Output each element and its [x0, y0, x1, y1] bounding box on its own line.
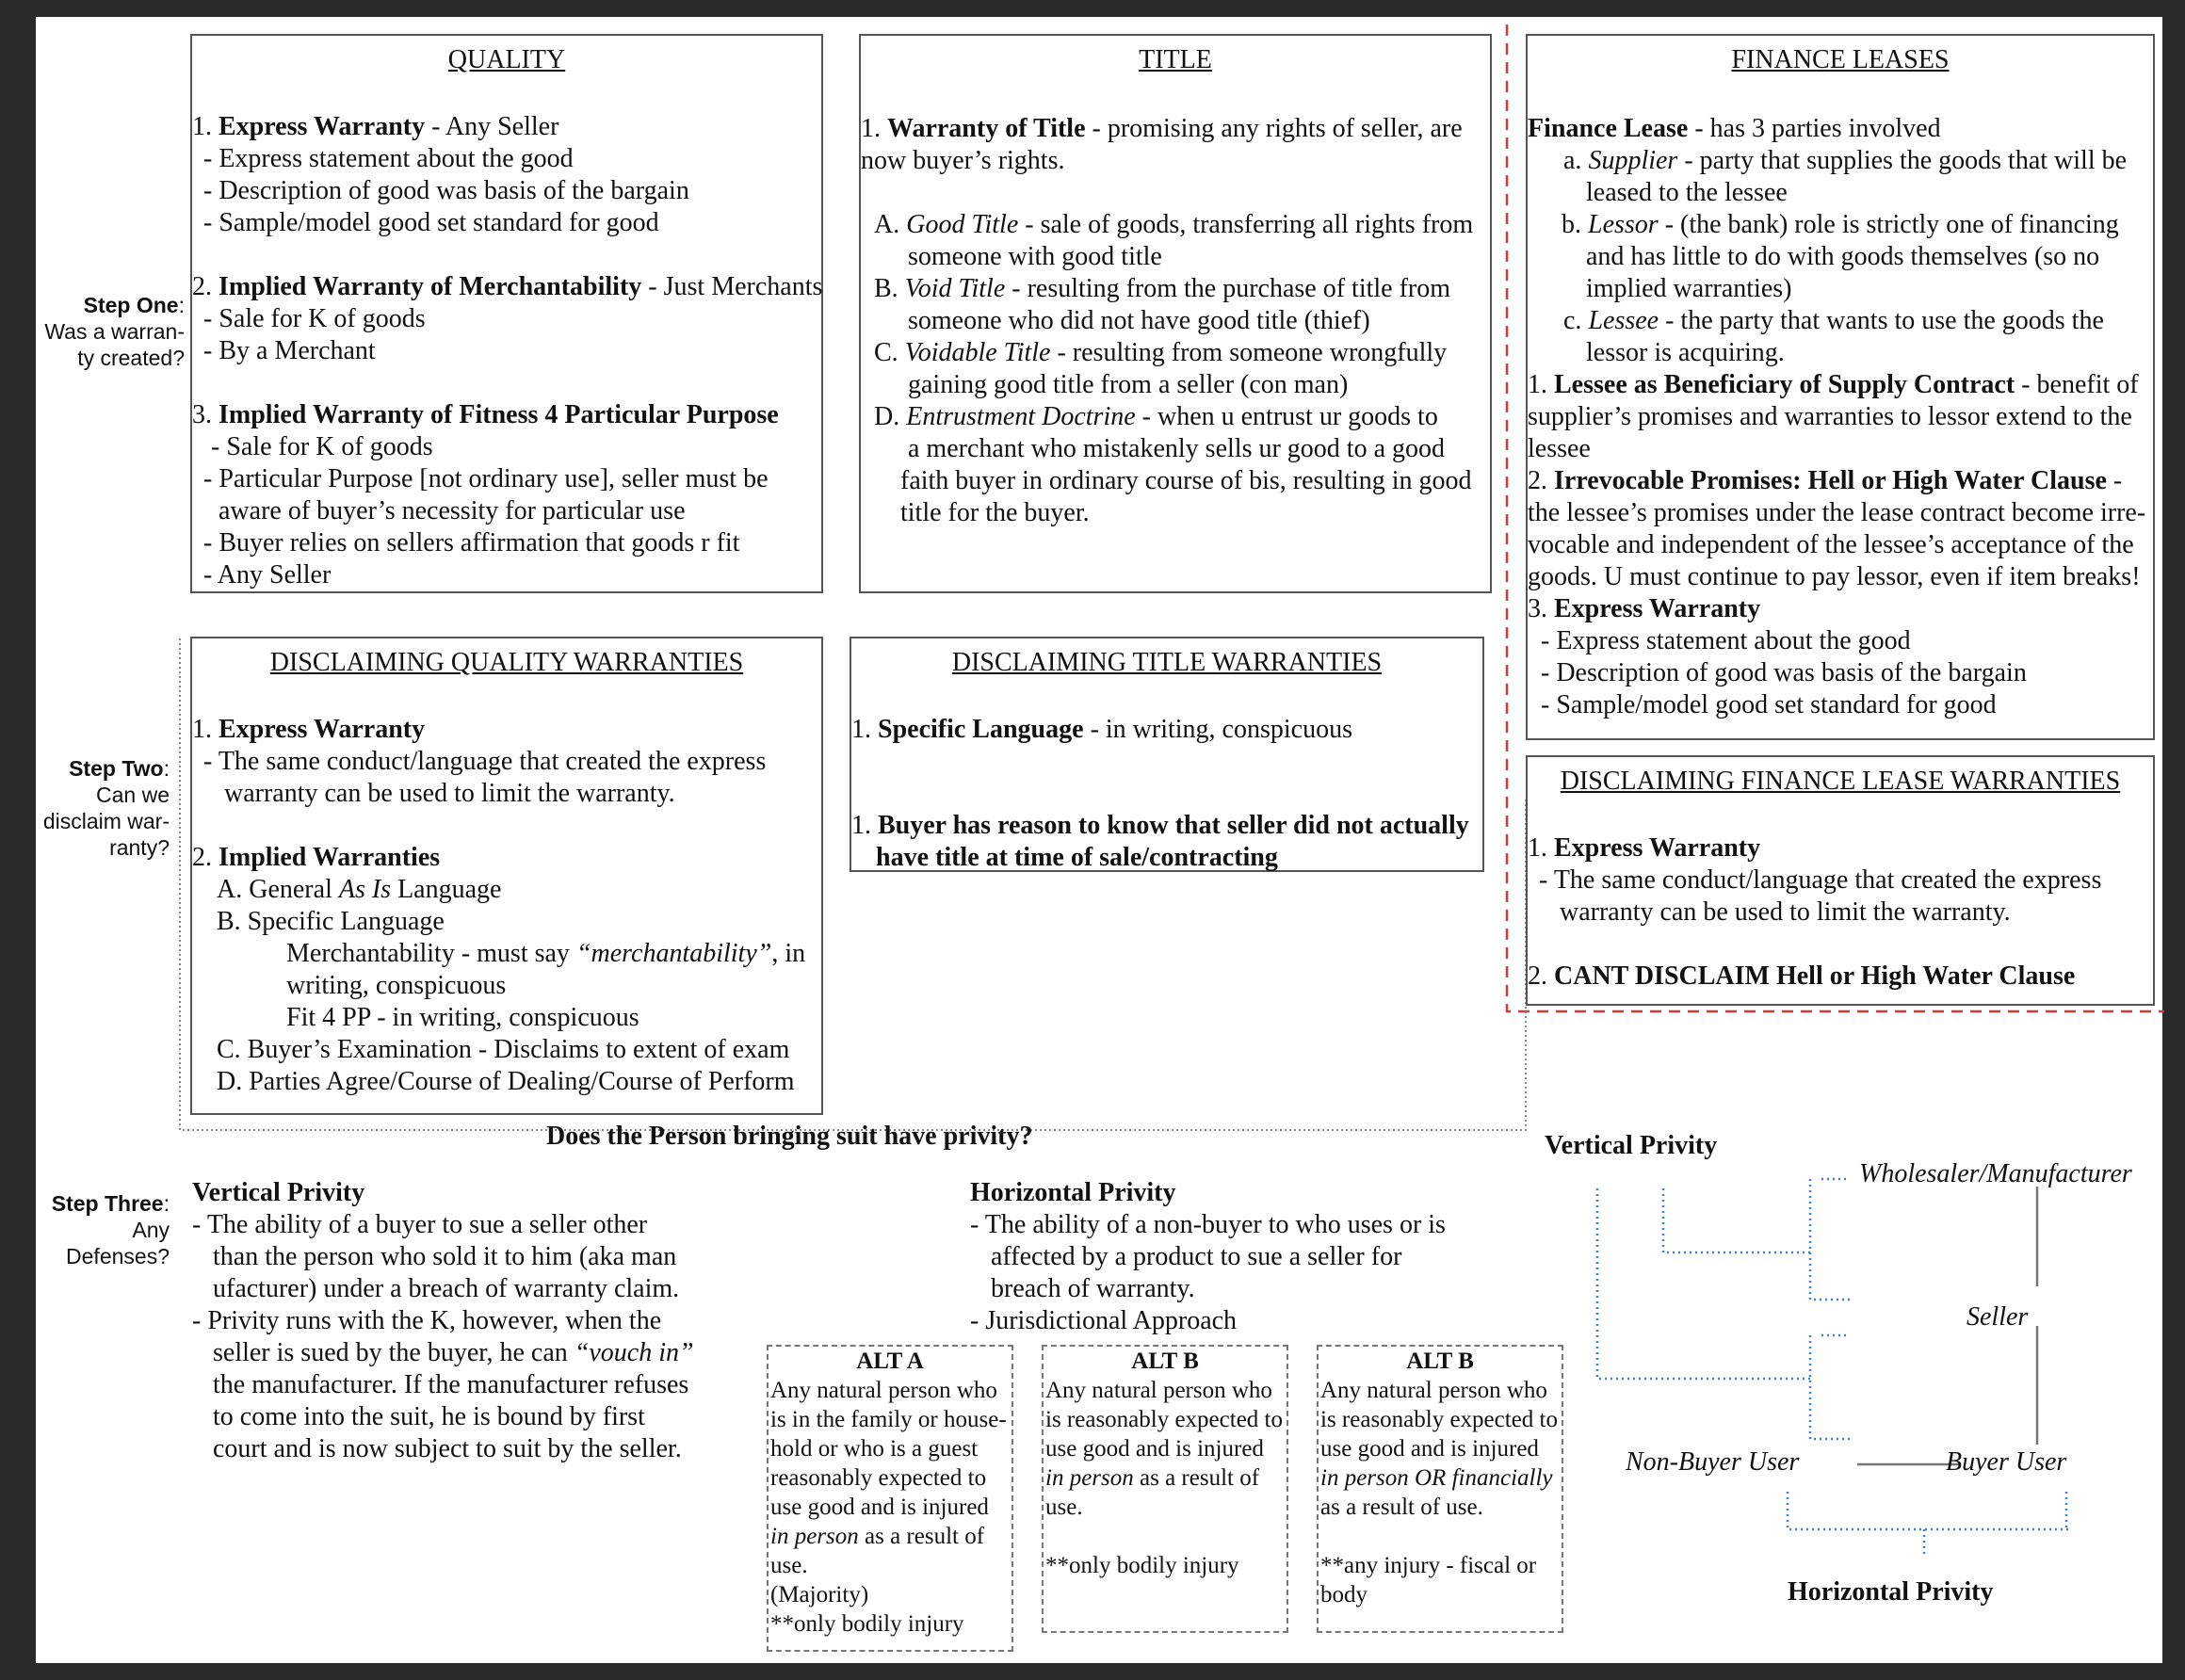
hp-line: breach of warranty.	[991, 1274, 1195, 1303]
diagram-buyer: Buyer User	[1946, 1447, 2067, 1477]
quality-line: - Any Seller	[203, 560, 332, 590]
title-entrustment: D. Entrustment Doctrine - when u entrust ur goods to	[874, 402, 1438, 431]
df-cant-disclaim: 2. CANT DISCLAIM Hell or High Water Clause	[1528, 961, 2076, 991]
finance-line: - Sample/model good set standard for good	[1541, 690, 1997, 719]
quality-line: - Particular Purpose [not ordinary use], seller must be	[203, 464, 769, 493]
quality-line: - Sale for K of goods	[203, 304, 426, 333]
dq-implied: 2. Implied Warranties	[192, 843, 441, 872]
title-good-title: A. Good Title - sale of goods, transferring all rights from	[874, 210, 1474, 239]
diagram-wholesaler: Wholesaler/Manufacturer	[1859, 1159, 2132, 1188]
finance-line: implied warranties)	[1586, 274, 1792, 303]
finance-line: supplier’s promises and warranties to lessor extend to the	[1528, 402, 2132, 431]
quality-line: - Sample/model good set standard for good	[203, 208, 659, 237]
disclaim-finance-box	[1526, 755, 2155, 1006]
finance-line: lessee	[1528, 434, 1591, 463]
study-sheet	[36, 17, 2162, 1663]
title-line: a merchant who mistakenly sells ur good to a good	[908, 434, 1445, 463]
hp-line: affected by a product to sue a seller for	[991, 1242, 1402, 1271]
dt-buyer-reason: 1. Buyer has reason to know that seller did not actually	[851, 811, 1469, 840]
step-two-label: Step Two: Can we disclaim war- ranty?	[42, 756, 170, 860]
df-express: 1. Express Warranty	[1528, 833, 1761, 863]
finance-point-1: 1. Lessee as Beneficiary of Supply Contract - benefit of	[1528, 370, 2139, 399]
finance-line: - Description of good was basis of the bargain	[1541, 658, 2027, 687]
dq-express: 1. Express Warranty	[192, 715, 426, 744]
dt-specific: 1. Specific Language - in writing, conspicuous	[851, 715, 1352, 744]
diagram-seller: Seller	[1966, 1302, 2029, 1332]
df-line: warranty can be used to limit the warranty.	[1560, 897, 2011, 927]
hp-line: - The ability of a non-buyer to who uses or is	[970, 1210, 1446, 1239]
finance-line: lessor is acquiring.	[1586, 338, 1785, 367]
quality-heading: QUALITY	[447, 45, 566, 74]
vp-line: the manufacturer. If the manufacturer refuses	[213, 1370, 689, 1399]
title-line: gaining good title from a seller (con man)	[908, 370, 1349, 399]
disclaim-title-box	[850, 637, 1484, 872]
df-line: - The same conduct/language that created the express	[1539, 865, 2102, 895]
title-voidable-title: C. Voidable Title - resulting from someone wrongfully	[874, 338, 1448, 367]
finance-line: leased to the lessee	[1586, 178, 1788, 207]
vp-line: - Privity runs with the K, however, when the	[192, 1306, 662, 1335]
step-three-label: Step Three: Any Defenses?	[51, 1191, 170, 1268]
horizontal-privity-title: Horizontal Privity	[970, 1178, 1176, 1207]
quality-box	[190, 34, 823, 593]
alt-b-second-box: ALT B Any natural person who is reasonably expected to use good and is injured in person OR financially as a result of use. **any injury - fiscal or body	[1317, 1345, 1563, 1633]
quality-line: - Express statement about the good	[203, 144, 574, 173]
finance-line: goods. U must continue to pay lessor, even if item breaks!	[1528, 562, 2141, 591]
quality-line: - Description of good was basis of the bargain	[203, 176, 689, 205]
disclaim-title-heading: DISCLAIMING TITLE WARRANTIES	[951, 648, 1383, 677]
diagram-non-buyer: Non-Buyer User	[1626, 1447, 1800, 1477]
alt-b-box: ALT B Any natural person who is reasonably expected to use good and is injured in person as a result of use. **only bodily injury	[1042, 1345, 1288, 1633]
vp-line: to come into the suit, he is bound by first	[213, 1402, 645, 1431]
finance-line: and has little to do with goods themselves (so no	[1586, 242, 2100, 271]
title-heading: TITLE	[1139, 45, 1212, 74]
vp-line: - The ability of a buyer to sue a seller other	[192, 1210, 648, 1239]
quality-line: - By a Merchant	[203, 336, 376, 365]
dq-line: D. Parties Agree/Course of Dealing/Course of Perform	[217, 1067, 795, 1096]
finance-party-lessee: c. Lessee - the party that wants to use the goods the	[1563, 306, 2104, 335]
dq-line: warranty can be used to limit the warranty.	[224, 779, 675, 808]
title-line: faith buyer in ordinary course of bis, resulting in good	[900, 466, 1472, 495]
quality-line: - Sale for K of goods	[211, 432, 433, 461]
title-box	[859, 34, 1492, 593]
finance-point-2: 2. Irrevocable Promises: Hell or High Water Clause -	[1528, 466, 2123, 495]
diagram-horizontal-label: Horizontal Privity	[1788, 1577, 1994, 1607]
title-line: someone with good title	[908, 242, 1162, 271]
dq-line: C. Buyer’s Examination - Disclaims to extent of exam	[217, 1035, 790, 1064]
vp-line: than the person who sold it to him (aka man	[213, 1242, 677, 1271]
finance-party-supplier: a. Supplier - party that supplies the goods that will be	[1563, 146, 2128, 175]
title-warranty-line: 1. Warranty of Title - promising any rights of seller, are	[861, 114, 1463, 143]
title-line: someone who did not have good title (thief)	[908, 306, 1370, 335]
dq-as-is: A. General As Is Language	[217, 875, 502, 904]
disclaim-finance-heading: DISCLAIMING FINANCE LEASE WARRANTIES	[1560, 767, 2121, 796]
dq-line: - The same conduct/language that created the express	[203, 747, 767, 776]
vp-vouch-line: seller is sued by the buyer, he can “vouch in”	[213, 1338, 694, 1367]
finance-intro: Finance Lease - has 3 parties involved	[1528, 114, 1941, 143]
quality-item-1: 1. Express Warranty - Any Seller	[192, 112, 559, 141]
vertical-privity-title: Vertical Privity	[192, 1178, 365, 1207]
dq-line: Fit 4 PP - in writing, conspicuous	[286, 1003, 639, 1032]
dq-line: writing, conspicuous	[286, 971, 507, 1000]
hp-line: - Jurisdictional Approach	[970, 1306, 1238, 1335]
alt-a-box: ALT A Any natural person who is in the family or house- hold or who is a guest reasonably expected to use good and is injured in person as a result of use. (Majority) **only bodily injury	[767, 1345, 1013, 1652]
finance-party-lessor: b. Lessor - (the bank) role is strictly one of financing	[1562, 210, 2119, 239]
step-one-label: Step One: Was a warran- ty created?	[44, 293, 185, 370]
finance-point-3: 3. Express Warranty	[1528, 594, 1761, 623]
vp-line: court and is now subject to suit by the seller.	[213, 1434, 682, 1463]
title-line: title for the buyer.	[900, 498, 1090, 527]
disclaim-quality-heading: DISCLAIMING QUALITY WARRANTIES	[269, 648, 744, 677]
quality-item-2: 2. Implied Warranty of Merchantability - Just Merchants	[192, 272, 823, 301]
privity-question: Does the Person bringing suit have privity?	[546, 1122, 1033, 1151]
dq-line: B. Specific Language	[217, 907, 445, 936]
finance-heading: FINANCE LEASES	[1731, 45, 1950, 74]
quality-line: - Buyer relies on sellers affirmation that goods r fit	[203, 528, 740, 557]
privity-diagram-lines	[1543, 1147, 2070, 1561]
quality-line: aware of buyer’s necessity for particular use	[218, 496, 686, 525]
quality-item-3: 3. Implied Warranty of Fitness 4 Particular Purpose	[192, 400, 779, 429]
dt-buyer-reason-cont: have title at time of sale/contracting	[876, 843, 1278, 872]
finance-line: - Express statement about the good	[1541, 626, 1911, 655]
title-void-title: B. Void Title - resulting from the purchase of title from	[874, 274, 1451, 303]
dq-merch: Merchantability - must say “merchantability”, in	[286, 939, 806, 968]
finance-line: the lessee’s promises under the lease contract become irre-	[1528, 498, 2146, 527]
disclaim-quality-box	[190, 637, 823, 1115]
diagram-vertical-label: Vertical Privity	[1545, 1131, 1718, 1160]
finance-line: vocable and independent of the lessee’s acceptance of the	[1528, 530, 2134, 559]
vp-line: ufacturer) under a breach of warranty claim.	[213, 1274, 680, 1303]
title-line: now buyer’s rights.	[861, 146, 1065, 175]
